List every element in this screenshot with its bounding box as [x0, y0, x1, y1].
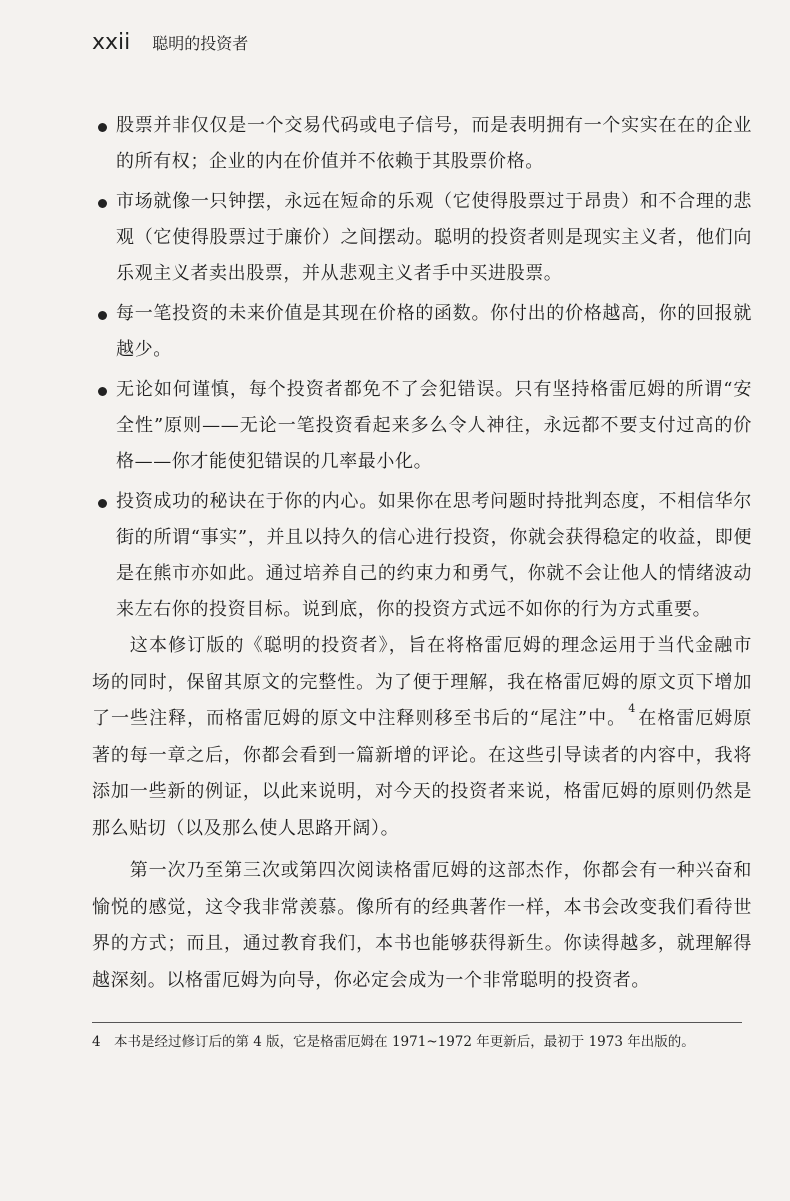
bullet-text: 每一笔投资的未来价值是其现在价格的函数。你付出的价格越高，你的回报就越少。: [116, 303, 752, 360]
list-item: [92, 184, 752, 292]
bullet-dot-icon: [92, 108, 116, 145]
bullet-dot-icon: [92, 184, 116, 221]
paragraph-1-text-b: 在格雷厄姆原著的每一章之后，你都会看到一篇新增的评论。在这些引导读者的内容中，我将添加一些新的例证，以此来说明，对今天的投资者来说，格雷厄姆的原则仍然是那么贴切（以及那么使人思路开阔）。: [92, 708, 752, 839]
footnote: [92, 1031, 752, 1053]
footnote-divider: [92, 1022, 742, 1023]
paragraph-1: [92, 628, 752, 847]
paragraph-2: 第一次乃至第三次或第四次阅读格雷厄姆的这部杰作，你都会有一种兴奋和愉悦的感觉，这令我非常羡慕。像所有的经典著作一样，本书会改变我们看待世界的方式；而且，通过教育我们，本书也能够获得新生。你读得越多，就理解得越深刻。以格雷厄姆为向导，你必定会成为一个非常聪明的投资者。: [92, 860, 752, 991]
page-number: xxii: [92, 30, 131, 55]
paragraph-1-text-a: 这本修订版的《聪明的投资者》，旨在将格雷厄姆的理念运用于当代金融市场的同时，保留其原文的完整性。为了便于理解，我在格雷厄姆的原文页下增加了一些注释，而格雷厄姆的原文中注释则移至书后的“尾注”中。: [92, 635, 752, 729]
body-text: [92, 628, 752, 1005]
bullet-list: [92, 108, 752, 632]
list-item: [92, 372, 752, 480]
footnote-reference[interactable]: 4: [628, 702, 636, 715]
bullet-dot-icon: [92, 484, 116, 521]
footnote-number: 4: [92, 1034, 101, 1050]
bullet-text: 市场就像一只钟摆，永远在短命的乐观（它使得股票过于昂贵）和不合理的悲观（它使得股票过于廉价）之间摆动。聪明的投资者则是现实主义者，他们向乐观主义者卖出股票，并从悲观主义者手中买进股票。: [116, 191, 752, 284]
list-item: [92, 484, 752, 628]
list-item: [92, 108, 752, 180]
page-header: [92, 30, 248, 64]
bullet-dot-icon: [92, 296, 116, 333]
bullet-text: 无论如何谨慎，每个投资者都免不了会犯错误。只有坚持格雷厄姆的所谓“安全性”原则——无论一笔投资看起来多么令人神往，永远都不要支付过高的价格——你才能使犯错误的几率最小化。: [116, 379, 752, 472]
bullet-text: 投资成功的秘诀在于你的内心。如果你在思考问题时持批判态度，不相信华尔街的所谓“事实”，并且以持久的信心进行投资，你就会获得稳定的收益，即便是在熊市亦如此。通过培养自己的约束力和勇气，你就不会让他人的情绪波动来左右你的投资目标。说到底，你的投资方式远不如你的行为方式重要。: [116, 491, 752, 620]
list-item: [92, 296, 752, 368]
footnote-text: 本书是经过修订后的第 4 版，它是格雷厄姆在 1971~1972 年更新后，最初于 1973 年出版的。: [114, 1034, 695, 1050]
bullet-dot-icon: [92, 372, 116, 409]
running-title: 聪明的投资者: [152, 34, 249, 53]
bullet-text: 股票并非仅仅是一个交易代码或电子信号，而是表明拥有一个实实在在的企业的所有权；企业的内在价值并不依赖于其股票价格。: [116, 115, 752, 172]
